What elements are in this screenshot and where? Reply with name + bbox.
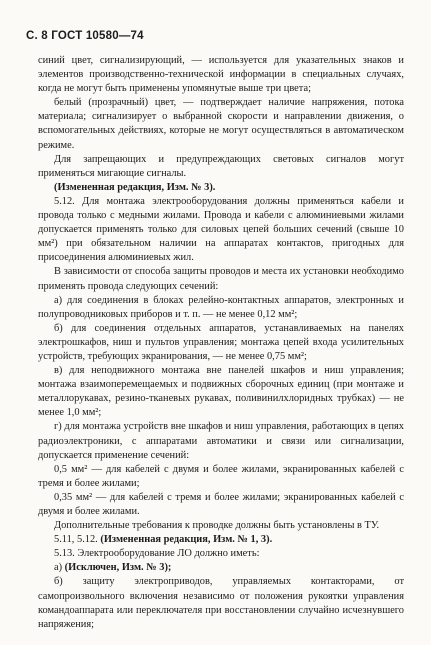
list-item: б) для соединения отдельных аппаратов, устанавливаемых на панелях электрошкафов, ниш и пультов управления; монтажа цепей входа усилительных устройств, требующих экранирования, — не менее 0,75 мм²; bbox=[38, 322, 404, 362]
document-body bbox=[38, 54, 404, 632]
page-header: С. 8 ГОСТ 10580—74 bbox=[26, 30, 144, 42]
list-item bbox=[38, 561, 404, 575]
paragraph: белый (прозрачный) цвет, — подтверждает наличие напряжения, потока материала; сигнализирует о выбранной скорости и направлении движения, о вспомогательных действиях, которые не могут осуществляться в автоматическом режиме. bbox=[38, 97, 404, 151]
amendment-note: (Измененная редакция, Изм. № 1, 3). bbox=[100, 534, 273, 546]
paragraph: синий цвет, сигнализирующий, — используется для указательных знаков и элементов производственно-технической информации в специальных случаях, когда не могут быть применены упомянутые выше три цвета; bbox=[38, 55, 404, 95]
amendment-note: (Измененная редакция, Изм. № 3). bbox=[54, 181, 216, 193]
list-item: в) для неподвижного монтажа вне панелей шкафов и ниш управления; монтажа взаимоперемещаемых и подвижных сборочных единиц (при монтаже и металлорукавах, резино-тканевых рукавах, поливинилхлоридных трубках) — не менее 1,0 мм²; bbox=[38, 365, 404, 419]
paragraph: Дополнительные требования к проводке должны быть установлены в ТУ. bbox=[54, 520, 380, 532]
item-marker: а) bbox=[54, 562, 65, 574]
paragraph: 5.13. Электрооборудование ЛО должно иметь: bbox=[54, 548, 260, 560]
excluded-note: (Исключен, Изм. № 3); bbox=[64, 562, 172, 574]
paragraph: В зависимости от способа защиты проводов и места их установки необходимо применять провода следующих сечений: bbox=[38, 266, 404, 292]
paragraph: Для запрещающих и предупреждающих световых сигналов могут применяться мигающие сигналы. bbox=[38, 153, 404, 179]
list-item: г) для монтажа устройств вне шкафов и ниш управления, работающих в цепях радиоэлектроники, с аппаратами автоматики и связи или сигнализации, допускается применение сечений: bbox=[38, 421, 404, 461]
paragraph: 0,35 мм² — для кабелей с тремя и более жилами; экранированных кабелей с двумя и более жилами. bbox=[38, 491, 404, 517]
paragraph: 5.12. Для монтажа электрооборудования должны применяться кабели и провода только с медными жилами. Провода и кабели с алюминиевыми жилами допускается применять только для силовых цепей больших сечений (свыше 10 мм²) при обязательном наличии на аппаратах контактов, пригодных для присоединения алюминиевых жил. bbox=[38, 195, 404, 264]
clause-ref: 5.11, 5.12. bbox=[54, 534, 101, 546]
list-item: б) защиту электроприводов, управляемых контакторами, от самопроизвольного включения независимо от положения рукоятки управления командоаппарата или переключателя при восстановлении случайно исчезнувшего напряжения; bbox=[38, 576, 404, 630]
paragraph: 0,5 мм² — для кабелей с двумя и более жилами, экранированных кабелей с тремя и более жилами; bbox=[38, 463, 404, 489]
amendment-line bbox=[38, 533, 404, 547]
list-item: а) для соединения в блоках релейно-контактных аппаратов, электронных и полупроводниковых приборов и т. п. — не менее 0,12 мм²; bbox=[38, 294, 404, 320]
